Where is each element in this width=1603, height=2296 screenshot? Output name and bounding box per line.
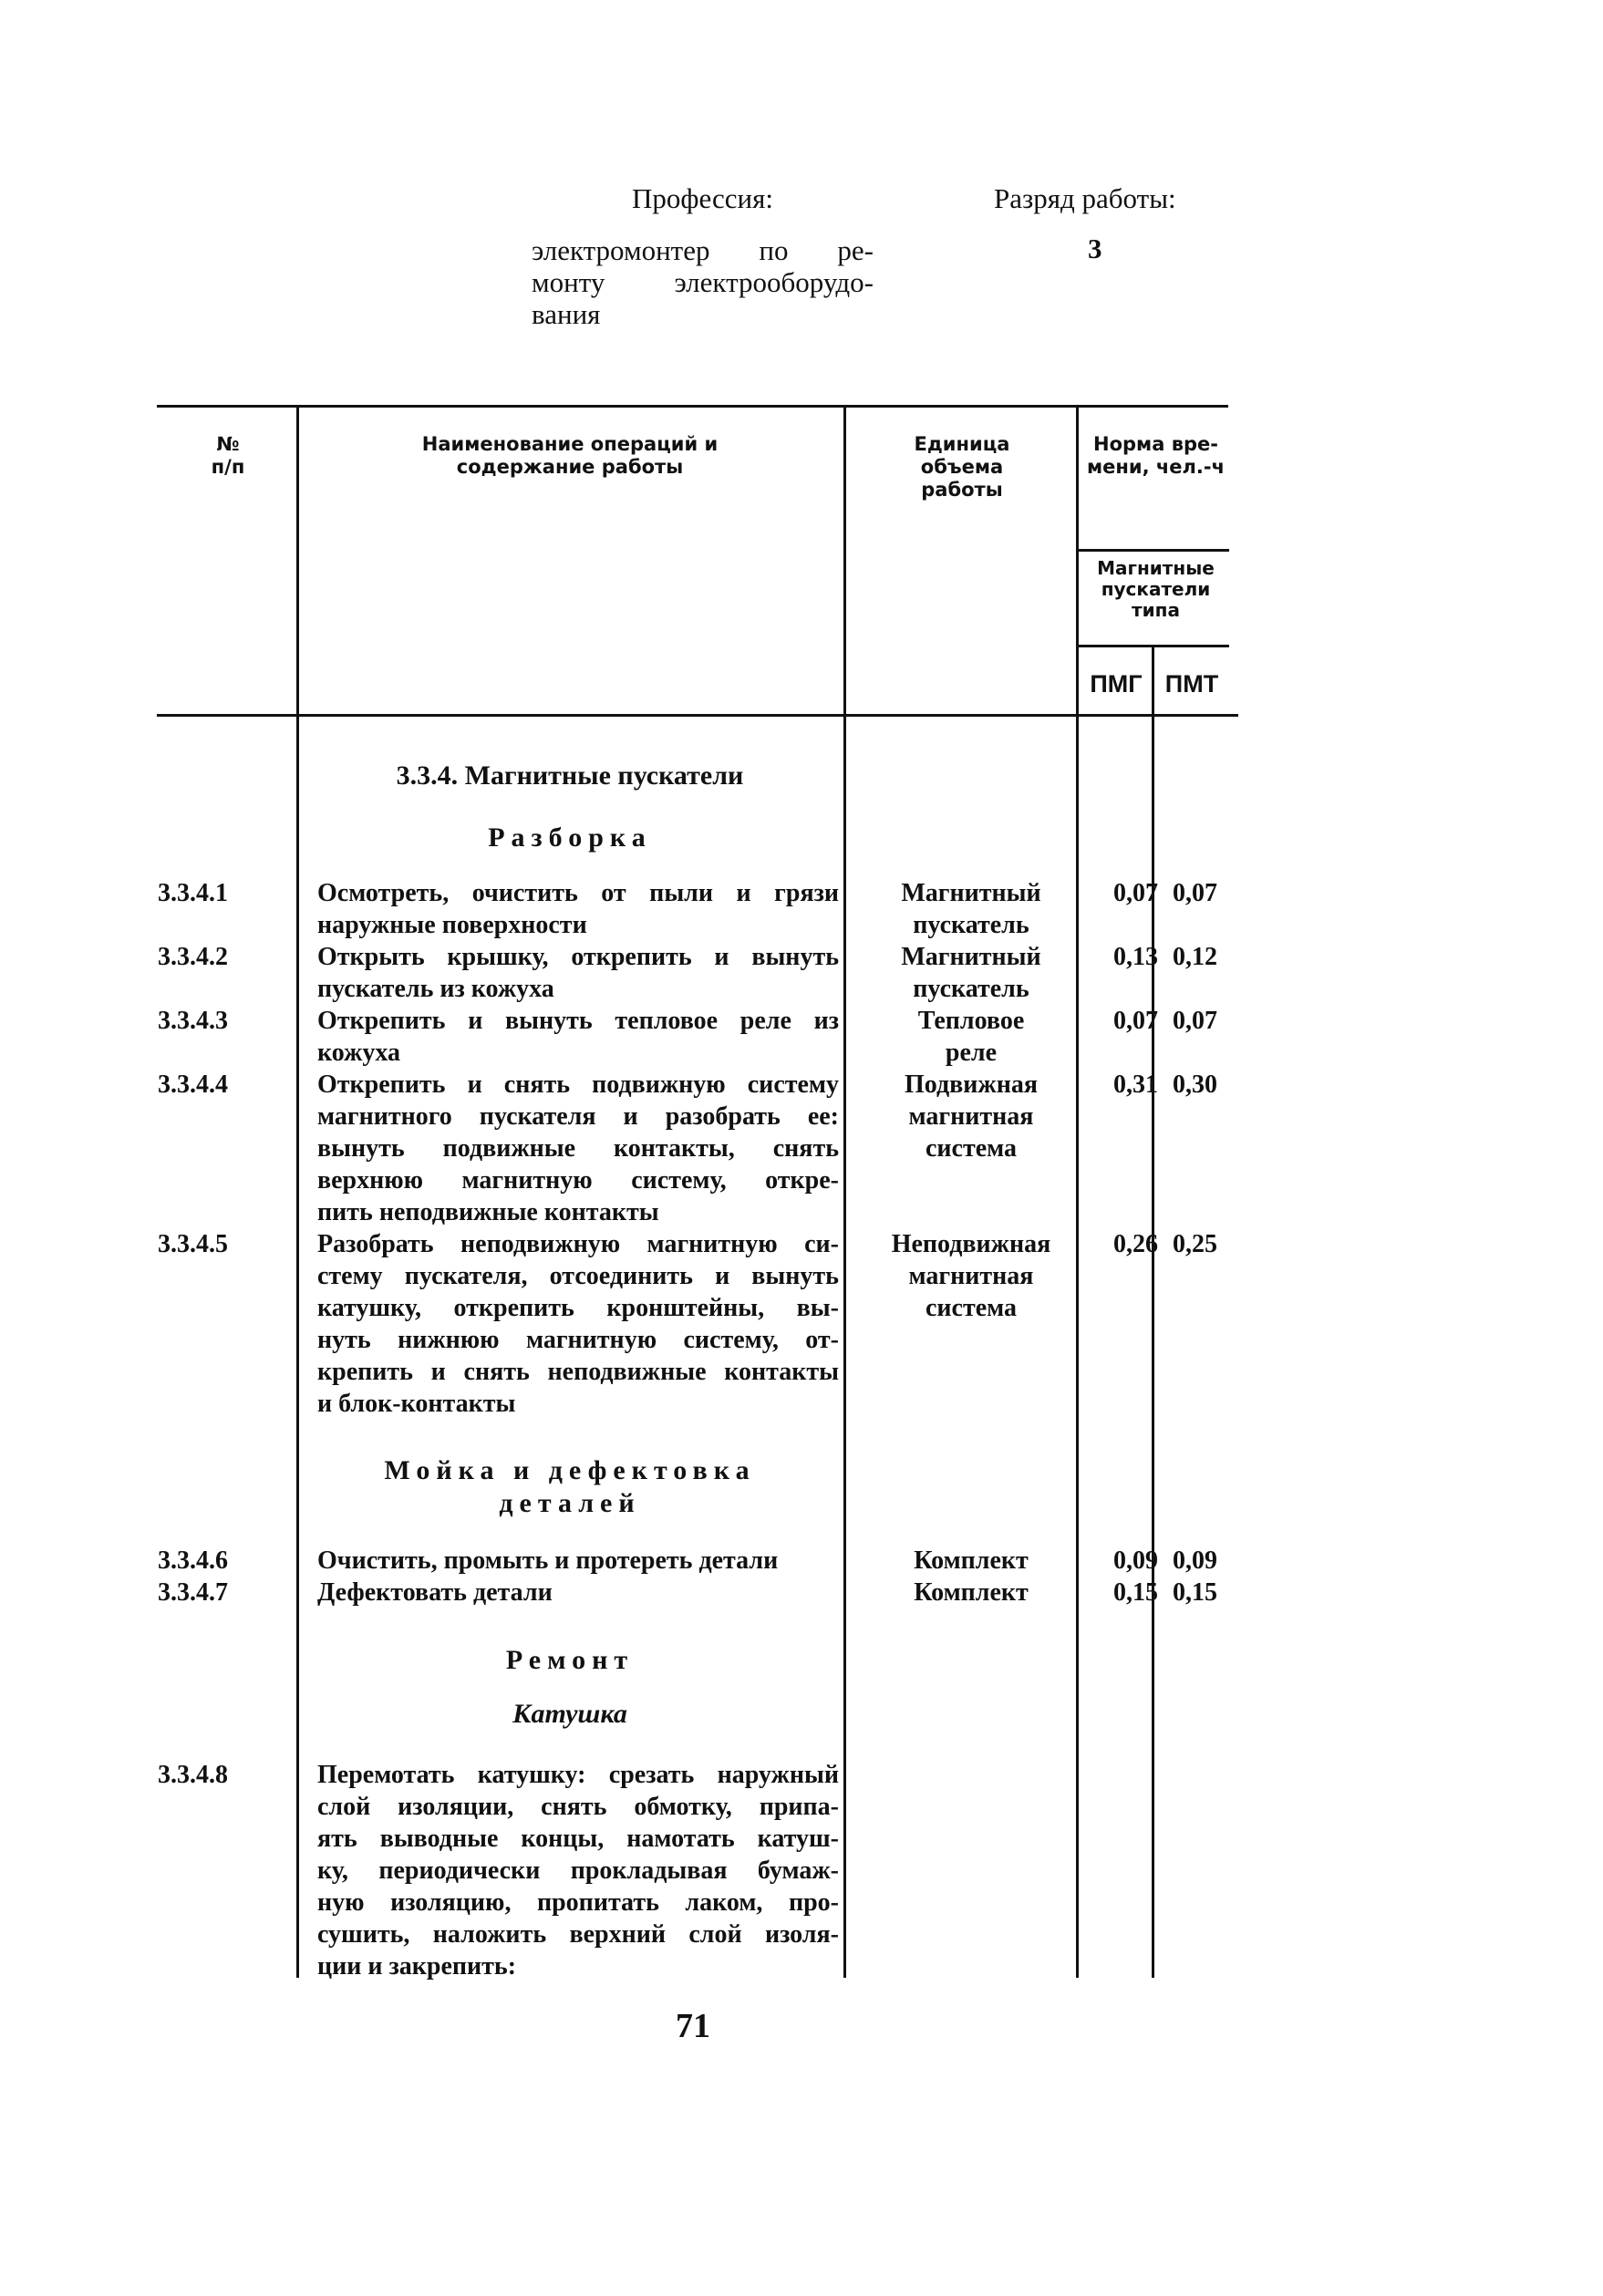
header-type-line: пускатели <box>1101 578 1211 600</box>
row-pmg-value: 0,07 <box>1113 879 1158 907</box>
row-pmt-value: 0,09 <box>1173 1546 1217 1575</box>
header-norm-line: Норма вре- <box>1093 433 1218 455</box>
norm-sub-rule <box>1079 549 1229 552</box>
desc-line: пить неподвижные контакты <box>317 1198 659 1226</box>
row-pmt-value: 0,25 <box>1173 1230 1217 1258</box>
desc-line: Разобрать неподвижную магнитную си- <box>317 1230 839 1258</box>
header-unit-line: объема <box>920 456 1004 478</box>
group-washing-line: Мойка и дефектовка <box>384 1455 756 1485</box>
row-unit <box>853 877 1090 941</box>
unit-line: Неподвижная <box>891 1230 1051 1258</box>
header-col-num <box>178 433 278 479</box>
unit-line: магнитная <box>908 1262 1034 1290</box>
desc-line: Очистить, промыть и протереть детали <box>317 1546 779 1575</box>
desc-line: крепить и снять неподвижные контакты <box>317 1358 839 1386</box>
col-divider-unit <box>1076 408 1079 716</box>
header-col-unit <box>853 433 1071 502</box>
unit-line: Комплект <box>914 1578 1029 1607</box>
unit-line: Тепловое <box>917 1007 1025 1035</box>
grade-label: Разряд работы: <box>994 182 1176 214</box>
row-description <box>317 1228 839 1420</box>
desc-line: нуть нижнюю магнитную систему, от- <box>317 1326 839 1354</box>
row-number: 3.3.4.6 <box>158 1546 228 1575</box>
header-type-line: типа <box>1132 599 1180 621</box>
row-unit <box>853 1545 1090 1577</box>
desc-line: пускатель из кожуха <box>317 975 554 1003</box>
row-pmt-value: 0,07 <box>1173 879 1217 907</box>
profession-line: электромонтер по ре- <box>532 234 874 266</box>
desc-line: ять выводные концы, намотать катуш- <box>317 1825 839 1853</box>
row-description <box>317 877 839 941</box>
desc-line: Открыть крышку, открепить и вынуть <box>317 943 839 971</box>
desc-line: катушку, открепить кронштейны, вы- <box>317 1294 839 1322</box>
profession-label: Профессия: <box>632 182 773 214</box>
row-number: 3.3.4.7 <box>158 1578 228 1607</box>
unit-line: Подвижная <box>905 1070 1038 1099</box>
row-number: 3.3.4.3 <box>158 1007 228 1035</box>
unit-line: пускатель <box>913 911 1029 939</box>
row-unit <box>853 1577 1090 1608</box>
row-number: 3.3.4.8 <box>158 1761 228 1789</box>
header-col-type <box>1081 558 1231 621</box>
profession-line: монту электрооборудо- <box>532 266 874 298</box>
desc-line: стему пускателя, отсоединить и вынуть <box>317 1262 839 1290</box>
desc-line: вынуть подвижные контакты, снять <box>317 1134 839 1163</box>
col-divider-num-body <box>296 717 299 1978</box>
row-pmg-value: 0,09 <box>1113 1546 1158 1575</box>
desc-line: сушить, наложить верхний слой изоля- <box>317 1920 839 1949</box>
desc-line: Осмотреть, очистить от пыли и грязи <box>317 879 839 907</box>
header-norm-line: мени, чел.-ч <box>1086 456 1226 478</box>
desc-line: верхнюю магнитную систему, откре- <box>317 1166 839 1195</box>
header-name-line: Наименование операций и <box>421 433 719 455</box>
group-washing <box>310 1454 830 1520</box>
desc-line: Открепить и снять подвижную систему <box>317 1070 839 1099</box>
row-description <box>317 1069 839 1228</box>
col-divider-name <box>843 408 846 716</box>
row-pmt-value: 0,15 <box>1173 1578 1217 1607</box>
desc-line: ции и закрепить: <box>317 1952 517 1981</box>
row-number: 3.3.4.5 <box>158 1230 228 1258</box>
unit-line: система <box>925 1294 1018 1322</box>
row-unit <box>853 941 1090 1005</box>
header-col-norm <box>1081 433 1231 479</box>
header-num-line: № <box>216 433 240 455</box>
header-name-line: содержание работы <box>456 456 684 478</box>
row-pmg-value: 0,07 <box>1113 1007 1158 1035</box>
col-divider-pmg <box>1152 645 1154 716</box>
desc-line: Открепить и вынуть тепловое реле из <box>317 1007 839 1035</box>
header-type-line: Магнитные <box>1097 557 1215 579</box>
header-unit-line: Единица <box>914 433 1010 455</box>
row-pmg-value: 0,31 <box>1113 1070 1158 1099</box>
unit-line: реле <box>945 1039 998 1067</box>
header-unit-line: работы <box>921 479 1003 501</box>
unit-line: Магнитный <box>901 943 1041 971</box>
row-pmg-value: 0,26 <box>1113 1230 1158 1258</box>
profession-line: вания <box>532 298 601 330</box>
group-repair: Ремонт <box>505 1645 635 1675</box>
desc-line: Перемотать катушку: срезать наружный <box>317 1761 839 1789</box>
table-top-rule <box>157 405 1228 408</box>
row-number: 3.3.4.4 <box>158 1070 228 1099</box>
unit-line: пускатель <box>913 975 1029 1003</box>
unit-line: Магнитный <box>901 879 1041 907</box>
row-number: 3.3.4.1 <box>158 879 228 907</box>
row-pmg-value: 0,15 <box>1113 1578 1158 1607</box>
desc-line: магнитного пускателя и разобрать ее: <box>317 1102 839 1131</box>
desc-line: слой изоляции, снять обмотку, припа- <box>317 1793 839 1821</box>
row-unit <box>853 1005 1090 1069</box>
row-description <box>317 941 839 1005</box>
row-unit <box>853 1069 1090 1164</box>
header-pmt: ПМТ <box>1164 670 1219 698</box>
unit-line: Комплект <box>914 1546 1029 1575</box>
row-description <box>317 1005 839 1069</box>
desc-line: и блок-контакты <box>317 1390 516 1418</box>
row-unit <box>853 1228 1090 1324</box>
desc-line: кожуха <box>317 1039 400 1067</box>
subgroup-coil: Катушка <box>512 1699 627 1729</box>
row-description <box>317 1759 839 1982</box>
header-col-name <box>310 433 830 479</box>
desc-line: Дефектовать детали <box>317 1578 553 1607</box>
group-washing-line: деталей <box>499 1488 641 1518</box>
grade-value: 3 <box>1088 233 1102 264</box>
desc-line: наружные поверхности <box>317 911 587 939</box>
desc-line: ную изоляцию, пропитать лаком, про- <box>317 1888 839 1917</box>
row-pmt-value: 0,30 <box>1173 1070 1217 1099</box>
row-pmg-value: 0,13 <box>1113 943 1158 971</box>
group-disassembly: Разборка <box>488 822 652 853</box>
col-divider-num <box>296 408 299 716</box>
header-num-line: п/п <box>211 456 245 478</box>
profession-value <box>532 234 874 330</box>
row-number: 3.3.4.2 <box>158 943 228 971</box>
col-divider-name-body <box>843 717 846 1978</box>
unit-line: магнитная <box>908 1102 1034 1131</box>
page-number: 71 <box>676 2007 710 2045</box>
section-title: 3.3.4. Магнитные пускатели <box>396 760 744 791</box>
row-description <box>317 1545 839 1577</box>
unit-line: система <box>925 1134 1018 1163</box>
header-pmg: ПМГ <box>1090 670 1143 698</box>
row-pmt-value: 0,07 <box>1173 1007 1217 1035</box>
desc-line: ку, периодически прокладывая бумаж- <box>317 1856 839 1885</box>
row-description <box>317 1577 839 1608</box>
row-pmt-value: 0,12 <box>1173 943 1217 971</box>
